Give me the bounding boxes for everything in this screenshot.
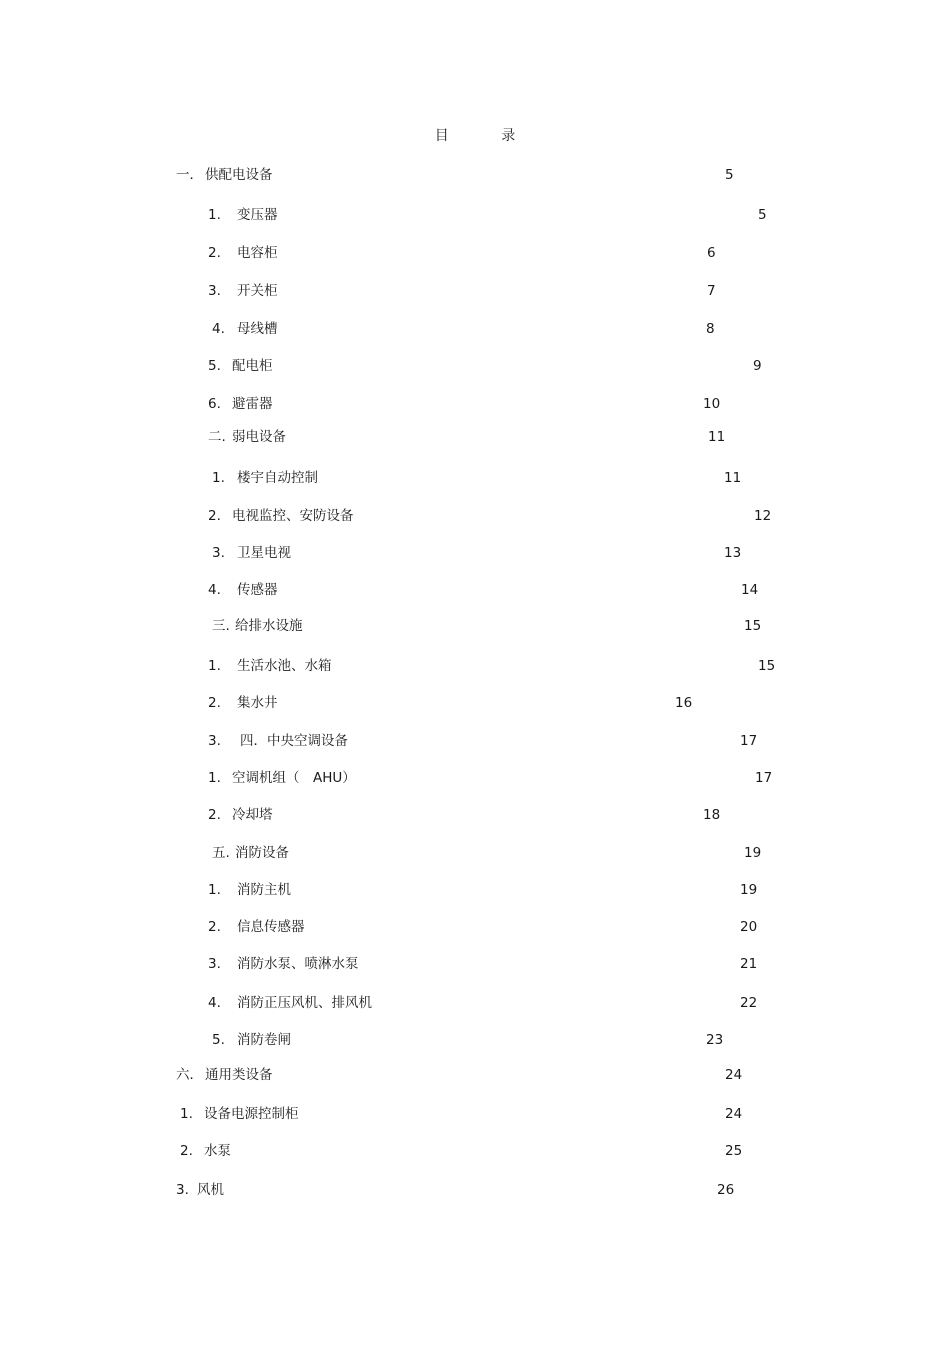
toc-entry-number: 三. (212, 618, 230, 634)
toc-entry-number: 2. (208, 245, 221, 261)
toc-entry-title: 信息传感器 (237, 919, 305, 935)
toc-entry-number: 3. (176, 1182, 189, 1198)
toc-entry-title: 避雷器 (232, 396, 273, 412)
toc-entry (0, 205, 950, 225)
toc-entry-title: 弱电设备 (232, 429, 286, 445)
toc-entry-title: 变压器 (237, 207, 278, 223)
toc-entry-number: 2. (208, 695, 221, 711)
toc-entry-title: 空调机组（ AHU） (232, 770, 356, 786)
toc-entry-number: 4. (208, 582, 221, 598)
toc-entry-title: 电视监控、安防设备 (232, 508, 354, 524)
toc-entry (0, 1141, 950, 1161)
toc-entry-page: 17 (755, 770, 773, 786)
toc-entry-page: 19 (740, 882, 758, 898)
toc-entry-page: 11 (708, 429, 726, 445)
toc-entry (0, 768, 950, 788)
toc-entry-number: 1. (212, 470, 225, 486)
toc-entry-page: 23 (706, 1032, 724, 1048)
toc-entry-page: 7 (707, 283, 716, 299)
toc-entry (0, 1104, 950, 1124)
toc-entry-title: 四．中央空调设备 (240, 733, 348, 749)
toc-entry-page: 9 (753, 358, 762, 374)
toc-entry-title: 生活水池、水箱 (237, 658, 332, 674)
toc-entry-title: 集水井 (237, 695, 278, 711)
toc-entry-title: 消防水泵、喷淋水泵 (237, 956, 359, 972)
toc-entry (0, 1030, 950, 1050)
toc-entry-page: 5 (758, 207, 767, 223)
toc-entry (0, 580, 950, 600)
toc-entry-number: 4. (208, 995, 221, 1011)
toc-entry-number: 1. (180, 1106, 193, 1122)
toc-entry-number: 5. (208, 358, 221, 374)
toc-entry-title: 设备电源控制柜 (204, 1106, 299, 1122)
toc-entry (0, 1180, 950, 1200)
toc-entry-title: 开关柜 (237, 283, 278, 299)
toc-entry-number: 3. (208, 283, 221, 299)
toc-entry-number: 1. (208, 207, 221, 223)
toc-entry-title: 给排水设施 (235, 618, 303, 634)
toc-entry-page: 22 (740, 995, 758, 1011)
toc-entry (0, 356, 950, 376)
toc-entry-page: 18 (703, 807, 721, 823)
toc-entry (0, 543, 950, 563)
toc-entry (0, 843, 950, 863)
toc-entry (0, 880, 950, 900)
toc-entry-page: 20 (740, 919, 758, 935)
toc-entry-page: 26 (717, 1182, 735, 1198)
toc-entry-page: 10 (703, 396, 721, 412)
toc-entry (0, 693, 950, 713)
toc-entry-page: 15 (758, 658, 776, 674)
toc-entry-number: 五. (212, 845, 230, 861)
toc-entry-page: 21 (740, 956, 758, 972)
toc-entry-title: 消防设备 (235, 845, 289, 861)
toc-entry (0, 281, 950, 301)
toc-entry-title: 配电柜 (232, 358, 273, 374)
toc-entry-number: 2. (180, 1143, 193, 1159)
toc-entry-page: 17 (740, 733, 758, 749)
toc-entry-title: 母线槽 (237, 321, 278, 337)
toc-entry-title: 卫星电视 (237, 545, 291, 561)
toc-entry-number: 2. (208, 919, 221, 935)
toc-entry-number: 5. (212, 1032, 225, 1048)
toc-entry-number: 一． (176, 167, 203, 183)
toc-entry-title: 供配电设备 (205, 167, 273, 183)
toc-entry-page: 11 (724, 470, 742, 486)
toc-entry-number: 二. (208, 429, 226, 445)
toc-entry-page: 24 (725, 1067, 743, 1083)
toc-entry-title: 电容柜 (237, 245, 278, 261)
toc-entry (0, 394, 950, 414)
toc-entry (0, 1065, 950, 1085)
toc-entry-title: 水泵 (204, 1143, 231, 1159)
toc-entry (0, 616, 950, 636)
toc-entry-page: 25 (725, 1143, 743, 1159)
toc-entry-page: 13 (724, 545, 742, 561)
toc-entry-number: 1. (208, 882, 221, 898)
toc-entry (0, 731, 950, 751)
toc-entry-number: 4. (212, 321, 225, 337)
toc-entry-title: 传感器 (237, 582, 278, 598)
toc-entry (0, 954, 950, 974)
toc-entry (0, 319, 950, 339)
toc-entry-title: 通用类设备 (205, 1067, 273, 1083)
toc-entry (0, 165, 950, 185)
toc-entry-number: 6. (208, 396, 221, 412)
toc-entry-page: 16 (675, 695, 693, 711)
toc-entry-page: 24 (725, 1106, 743, 1122)
toc-entry (0, 243, 950, 263)
toc-entry-number: 1. (208, 658, 221, 674)
toc-entry-number: 3. (212, 545, 225, 561)
toc-entry-page: 6 (707, 245, 716, 261)
toc-entry (0, 468, 950, 488)
toc-entry-title: 消防正压风机、排风机 (237, 995, 372, 1011)
toc-entry-page: 12 (754, 508, 772, 524)
toc-entry-number: 3. (208, 733, 221, 749)
toc-entry-number: 2. (208, 508, 221, 524)
toc-entry-title: 消防主机 (237, 882, 291, 898)
toc-entry-page: 19 (744, 845, 762, 861)
toc-entry-title: 消防卷闸 (237, 1032, 291, 1048)
toc-entry-number: 六． (176, 1067, 203, 1083)
toc-entry-page: 5 (725, 167, 734, 183)
toc-entry (0, 656, 950, 676)
toc-entry-title: 风机 (197, 1182, 224, 1198)
toc-entry-number: 3. (208, 956, 221, 972)
toc-entry (0, 805, 950, 825)
toc-entry-page: 14 (741, 582, 759, 598)
toc-entry-page: 8 (706, 321, 715, 337)
toc-entry (0, 427, 950, 447)
toc-entry (0, 993, 950, 1013)
toc-entry-title: 冷却塔 (232, 807, 273, 823)
toc-entry (0, 917, 950, 937)
toc-entry-number: 2. (208, 807, 221, 823)
toc-entry (0, 506, 950, 526)
toc-entry-page: 15 (744, 618, 762, 634)
page-title: 目 录 (434, 128, 540, 144)
toc-entry-number: 1. (208, 770, 221, 786)
toc-entry-title: 楼宇自动控制 (237, 470, 318, 486)
